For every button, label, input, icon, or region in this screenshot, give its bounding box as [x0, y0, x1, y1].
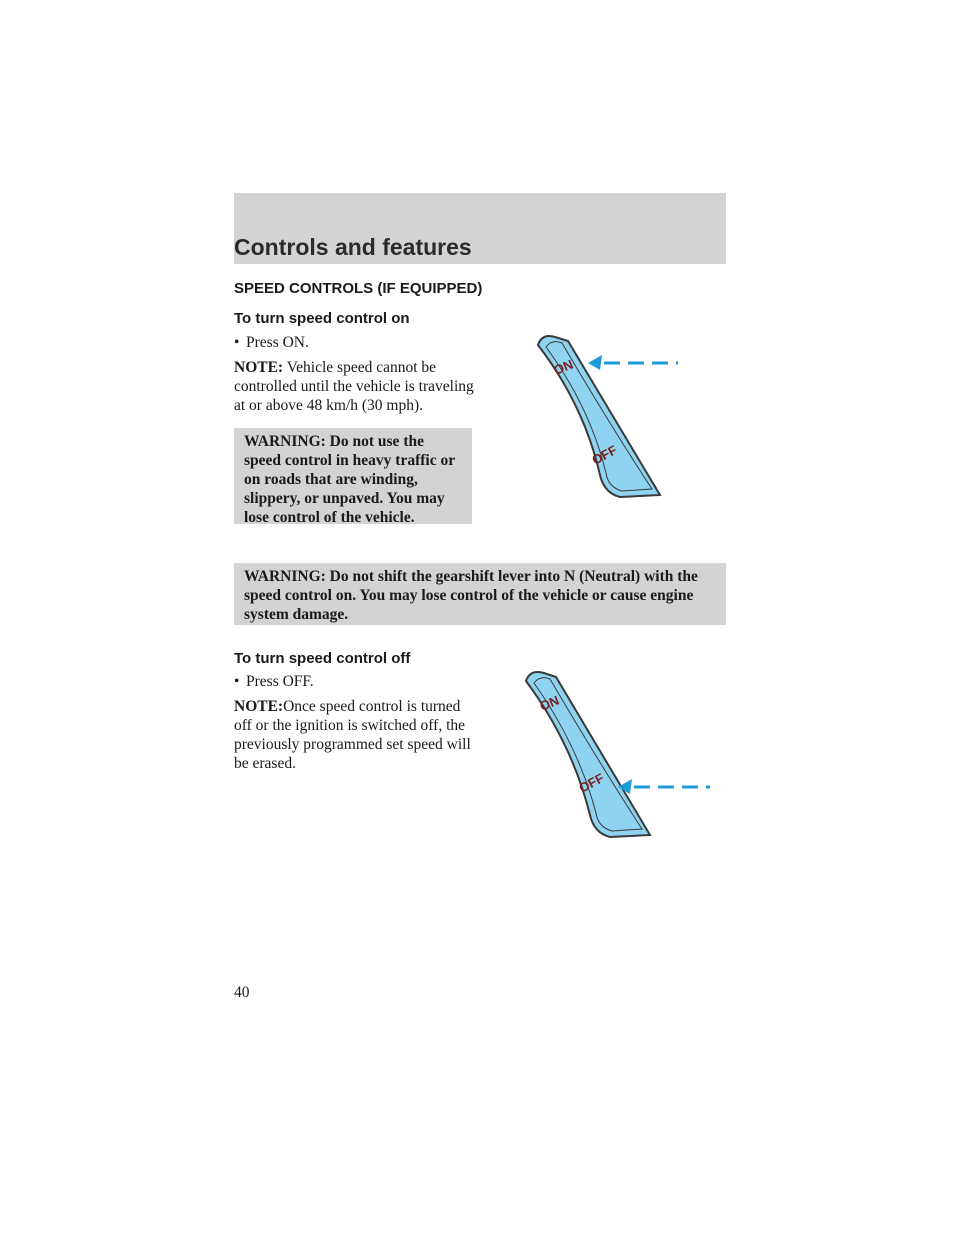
turn-off-bullet: [234, 673, 314, 691]
switch-on-label: ON: [551, 356, 576, 378]
turn-off-note-label: NOTE:: [234, 698, 284, 715]
turn-off-bullet-text: Press OFF.: [246, 673, 314, 690]
switch-off-label: OFF: [589, 442, 620, 468]
page-header-title: Controls and features: [234, 234, 472, 260]
arrow-head-icon: [588, 355, 602, 370]
turn-off-note-text: Once speed control is turned off or the ignition is switched off, the previously programmed set speed will be erased.: [234, 698, 471, 772]
switch-off-label: OFF: [576, 770, 607, 796]
header-band: [234, 193, 726, 264]
turn-on-note: [234, 358, 474, 415]
turn-off-heading: To turn speed control off: [234, 650, 411, 667]
section-title: SPEED CONTROLS (IF EQUIPPED): [234, 280, 483, 297]
switch-on-label: ON: [537, 692, 562, 714]
turn-on-note-label: NOTE:: [234, 359, 284, 376]
turn-on-heading: To turn speed control on: [234, 310, 410, 327]
speed-control-switch-on-illustration: [520, 325, 690, 505]
turn-on-bullet-text: Press ON.: [246, 334, 309, 351]
page-number: 40: [234, 984, 250, 1001]
bullet-icon: •: [234, 334, 240, 351]
turn-on-bullet: [234, 334, 309, 352]
bullet-icon: •: [234, 673, 240, 690]
turn-off-note: [234, 697, 474, 773]
turn-on-note-text: Vehicle speed cannot be controlled until the vehicle is traveling at or above 48 km/h (30 mph).: [234, 359, 474, 414]
traffic-warning-box: WARNING: Do not use the speed control in heavy traffic or on roads that are winding, slippery, or unpaved. You may lose control of the vehicle.: [234, 428, 472, 524]
neutral-warning-box: WARNING: Do not shift the gearshift lever into N (Neutral) with the speed control on. You may lose control of the vehicle or cause engine system damage.: [234, 563, 726, 625]
speed-control-switch-off-illustration: [510, 665, 720, 845]
